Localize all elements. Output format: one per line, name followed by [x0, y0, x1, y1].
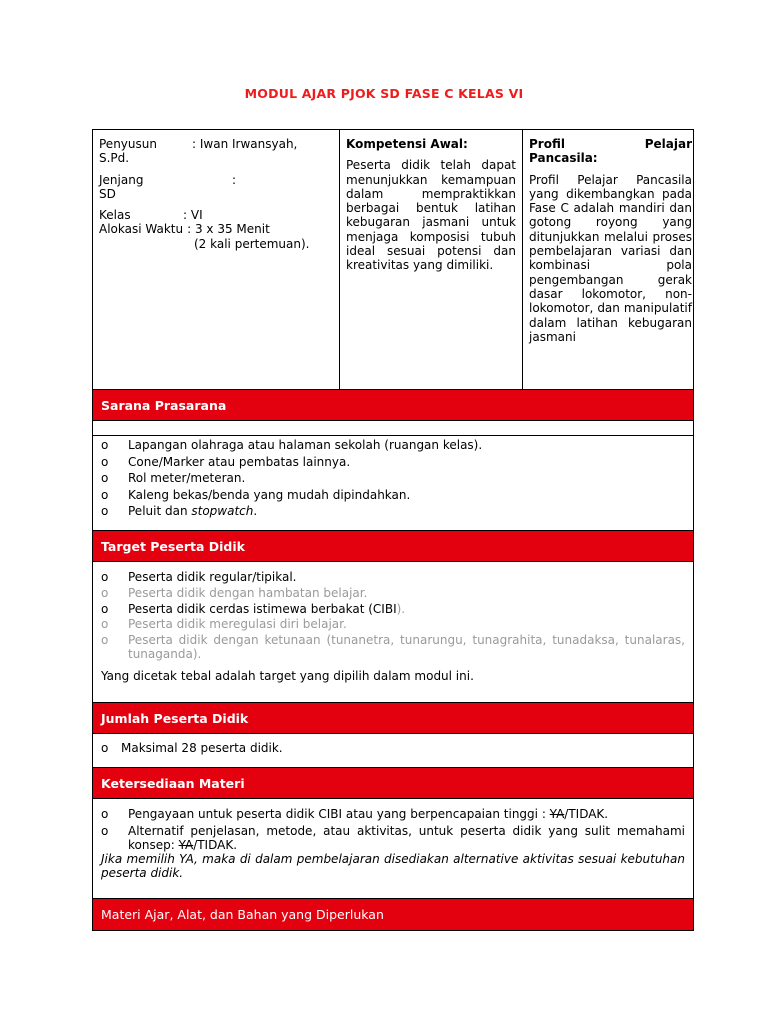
sarana-header: Sarana Prasarana — [93, 389, 693, 421]
bullet-icon: o — [101, 601, 109, 616]
profil-heading — [529, 137, 693, 151]
list-item: o Rol meter/meteran. — [101, 471, 246, 485]
list-item: o Maksimal 28 peserta didik. — [101, 741, 283, 755]
bullet-icon: o — [101, 438, 109, 452]
bullet-icon: o — [101, 633, 109, 648]
kelas-label: Kelas — [99, 208, 131, 223]
bullet-icon: o — [101, 454, 109, 469]
document-title: MODUL AJAR PJOK SD FASE C KELAS VI — [244, 86, 524, 101]
kompetensi-text: Peserta didik telah dapat menunjukkan kemampuan dalam mempraktikkan berbagai bentuk latihan kebugaran jasmani untuk menjaga komposisi tubuh ideal sesuai potensi dan kreativitas yang dimiliki. — [346, 158, 516, 273]
identity-cell — [93, 130, 340, 389]
bullet-icon: o — [101, 487, 109, 502]
list-item: o Peserta didik dengan hambatan belajar. — [101, 585, 368, 600]
list-item: o Peserta didik dengan ketunaan (tunanetra, tunarungu, tunagrahita, tunadaksa, tunalaras, tunaganda). — [101, 633, 685, 662]
bullet-icon: o — [101, 741, 109, 755]
list-item: o Kaleng bekas/benda yang mudah dipindahkan. — [101, 487, 411, 502]
jenjang-value: SD — [99, 186, 116, 201]
alokasi-value: : 3 x 35 Menit — [187, 222, 270, 237]
identity-row — [93, 130, 693, 389]
penyusun-label: Penyusun — [99, 137, 157, 151]
bullet-icon: o — [101, 471, 109, 485]
jenjang-label: Jenjang — [99, 172, 144, 187]
penyusun-value: : Iwan Irwansyah, — [192, 137, 298, 151]
bullet-icon: o — [101, 585, 109, 600]
list-item: o Pengayaan untuk peserta didik CIBI atau yang berpencapaian tinggi : YA/TIDAK. — [101, 807, 609, 821]
alokasi-label: Alokasi Waktu — [99, 222, 184, 237]
list-item: o Peserta didik meregulasi diri belajar. — [101, 617, 347, 632]
list-item: o Cone/Marker atau pembatas lainnya. — [101, 454, 351, 469]
target-section — [93, 562, 693, 702]
target-note: Yang dicetak tebal adalah target yang dipilih dalam modul ini. — [101, 669, 474, 684]
kompetensi-heading: Kompetensi Awal: — [346, 137, 468, 151]
target-header: Target Peserta Didik — [93, 530, 693, 562]
list-item: o Alternatif penjelasan, metode, atau aktivitas, untuk peserta didik yang sulit memahami konsep: YA/TIDAK. — [101, 824, 685, 852]
kelas-value: : VI — [183, 208, 203, 223]
profil-heading-word-2: Pelajar — [644, 137, 692, 151]
bullet-icon: o — [101, 824, 109, 838]
profil-heading-cont: Pancasila: — [529, 151, 598, 166]
list-item: o Lapangan olahraga atau halaman sekolah (ruangan kelas). — [101, 438, 483, 452]
kompetensi-cell — [340, 130, 523, 389]
module-table — [92, 129, 694, 931]
materi-header: Ketersediaan Materi — [93, 767, 693, 799]
profil-heading-word-1: Profil — [529, 137, 565, 151]
bullet-icon: o — [101, 504, 109, 518]
list-item: o Peluit dan stopwatch. — [101, 504, 258, 518]
penyusun-value-cont: S.Pd. — [99, 151, 130, 166]
materi-section — [93, 799, 693, 898]
sarana-section — [93, 436, 693, 530]
list-item: o Peserta didik regular/tipikal. — [101, 570, 297, 584]
materi-note: Jika memilih YA, maka di dalam pembelajaran disediakan alternative aktivitas sesuai kebutuhan peserta didik. — [101, 852, 685, 880]
bullet-icon: o — [101, 617, 109, 632]
list-item: o Peserta didik cerdas istimewa berbakat (CIBI). — [101, 601, 406, 616]
bullet-icon: o — [101, 570, 109, 584]
materi-ajar-header: Materi Ajar, Alat, dan Bahan yang Diperlukan — [93, 898, 693, 930]
profil-cell — [523, 130, 693, 389]
alokasi-value-cont: (2 kali pertemuan). — [194, 236, 310, 251]
jumlah-header: Jumlah Peserta Didik — [93, 702, 693, 734]
bullet-icon: o — [101, 807, 109, 821]
jumlah-section — [93, 734, 693, 767]
jenjang-sep: : — [232, 172, 237, 187]
profil-text: Profil Pelajar Pancasila yang dikembangkan pada Fase C adalah mandiri dan gotong royong yang ditunjukkan melalui proses pembelajaran variasi dan kombinasi pola pengembangan gerak dasar lokomotor, non-lokomotor, dan manipulatif dalam latihan kebugaran jasmani — [529, 172, 692, 344]
